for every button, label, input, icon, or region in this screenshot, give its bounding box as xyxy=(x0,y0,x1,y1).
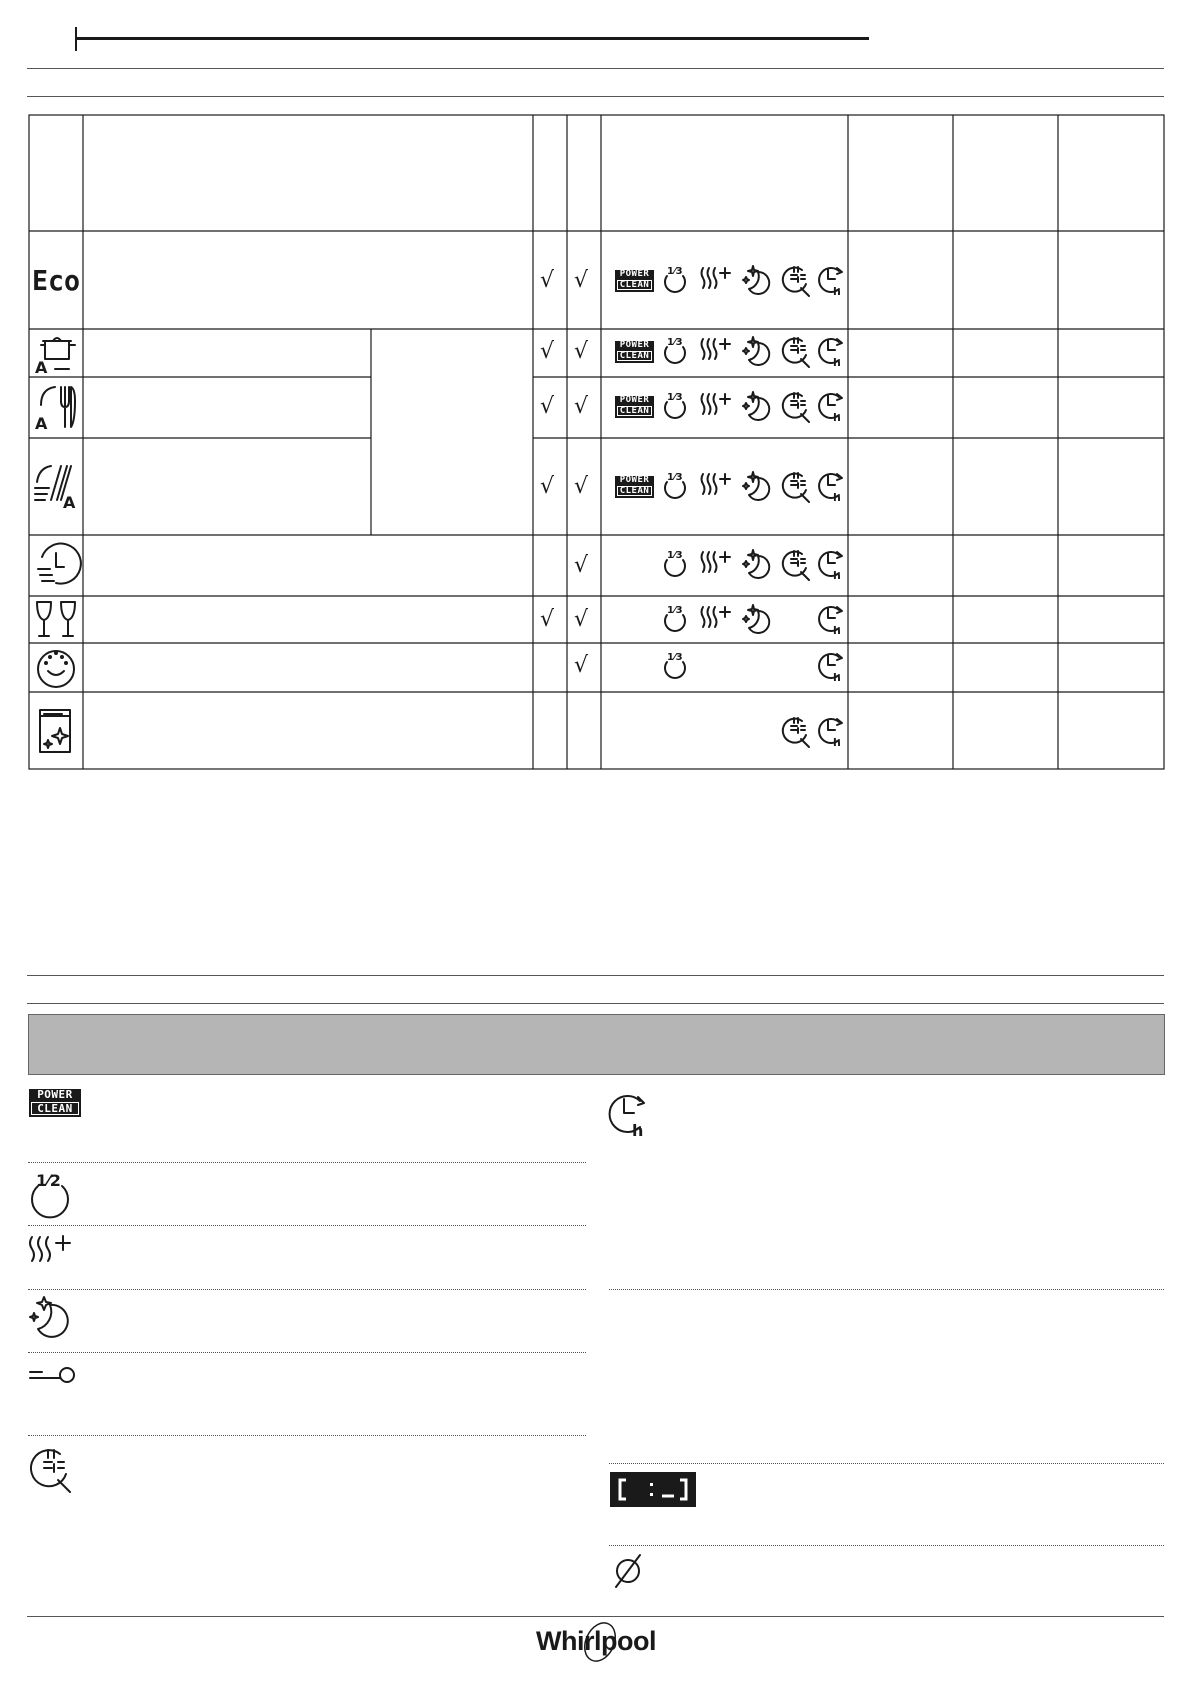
svg-text:1⁄3: 1⁄3 xyxy=(667,337,683,348)
dotted-separator xyxy=(28,1162,586,1163)
dotted-separator xyxy=(28,1225,586,1226)
glass-icon xyxy=(33,598,83,642)
sanitize-icon xyxy=(780,335,814,371)
night-icon xyxy=(28,1295,78,1339)
display-icon xyxy=(610,1472,696,1507)
dotted-separator xyxy=(28,1435,586,1436)
power-label: POWER xyxy=(619,395,650,405)
half-load-icon xyxy=(662,335,696,371)
quick-wash-icon xyxy=(34,541,84,591)
eco-program-icon: Eco xyxy=(31,264,81,297)
cutlery-auto-icon xyxy=(31,381,81,433)
svg-text:h: h xyxy=(833,569,841,582)
clean-label: CLEAN xyxy=(617,486,652,496)
no-detergent-icon xyxy=(610,1551,650,1591)
divider-legend-1 xyxy=(27,975,1164,976)
power-label: POWER xyxy=(619,340,650,350)
sanitize-icon xyxy=(28,1446,78,1496)
extra-dry-icon xyxy=(700,390,734,426)
extra-dry-icon xyxy=(700,335,734,371)
svg-text:1⁄3: 1⁄3 xyxy=(667,472,683,483)
delay-start-icon xyxy=(818,603,852,639)
delay-start-icon xyxy=(818,335,852,371)
sanitize-icon xyxy=(780,715,814,751)
svg-text:1⁄3: 1⁄3 xyxy=(667,392,683,403)
night-icon xyxy=(742,390,776,426)
check-b: √ xyxy=(574,653,589,678)
dotted-separator xyxy=(609,1545,1164,1546)
svg-text:A: A xyxy=(63,493,76,512)
dotted-separator xyxy=(609,1463,1164,1464)
svg-text:h: h xyxy=(833,411,841,424)
pot-auto-icon xyxy=(31,331,81,377)
night-icon xyxy=(742,264,776,300)
extra-dry-icon xyxy=(28,1233,78,1269)
delay-start-icon xyxy=(818,650,852,686)
whirlpool-logo xyxy=(536,1622,656,1662)
rinse-icon xyxy=(34,645,84,691)
night-icon xyxy=(742,603,776,639)
extra-dry-icon xyxy=(700,548,734,584)
check-a: √ xyxy=(540,339,555,364)
svg-text:A: A xyxy=(35,358,48,377)
check-b: √ xyxy=(574,474,589,499)
dotted-separator xyxy=(28,1289,586,1290)
extra-dry-icon xyxy=(700,264,734,300)
power-label: POWER xyxy=(37,1088,73,1101)
delay-start-icon xyxy=(818,264,852,300)
power-clean-icon xyxy=(29,1089,81,1117)
night-icon xyxy=(742,335,776,371)
half-load-icon xyxy=(662,390,696,426)
night-icon xyxy=(742,470,776,506)
power-label: POWER xyxy=(619,475,650,485)
power-clean-icon xyxy=(615,396,654,418)
dotted-separator xyxy=(28,1352,586,1353)
delay-start-icon xyxy=(818,715,852,751)
half-load-fraction: 1⁄2 xyxy=(36,1171,61,1190)
power-label: POWER xyxy=(619,269,650,279)
svg-text:1⁄3: 1⁄3 xyxy=(667,605,683,616)
check-b: √ xyxy=(574,553,589,578)
svg-text:h: h xyxy=(833,736,841,749)
power-clean-icon xyxy=(615,270,654,292)
delay-start-icon xyxy=(610,1091,660,1139)
delay-start-icon xyxy=(818,548,852,584)
clean-label: CLEAN xyxy=(31,1102,79,1115)
sanitize-icon xyxy=(780,548,814,584)
svg-text:h: h xyxy=(833,356,841,369)
extra-dry-icon xyxy=(700,603,734,639)
delay-start-icon xyxy=(818,390,852,426)
sanitize-icon xyxy=(780,470,814,506)
half-load-icon xyxy=(662,548,696,584)
svg-text:1⁄3: 1⁄3 xyxy=(667,550,683,561)
check-b: √ xyxy=(574,339,589,364)
check-a: √ xyxy=(540,268,555,293)
check-b: √ xyxy=(574,607,589,632)
delay-start-icon xyxy=(818,470,852,506)
half-load-icon xyxy=(662,650,696,686)
extra-dry-icon xyxy=(700,470,734,506)
brand-name: Whirlpool xyxy=(536,1626,656,1656)
power-clean-icon xyxy=(615,476,654,498)
svg-text:1⁄3: 1⁄3 xyxy=(667,652,683,663)
footer-rule xyxy=(27,1616,1164,1617)
clean-label: CLEAN xyxy=(617,280,652,290)
svg-text:h: h xyxy=(833,624,841,637)
sanitize-icon xyxy=(780,264,814,300)
svg-text:A: A xyxy=(35,414,48,433)
half-load-icon xyxy=(662,603,696,639)
legend-header-bar xyxy=(28,1014,1165,1075)
half-load-icon xyxy=(662,264,696,300)
check-a: √ xyxy=(540,394,555,419)
power-clean-icon xyxy=(615,341,654,363)
svg-text:h: h xyxy=(833,285,841,298)
check-b: √ xyxy=(574,394,589,419)
dotted-separator xyxy=(609,1289,1164,1290)
self-clean-icon xyxy=(36,706,86,756)
key-lock-icon xyxy=(28,1362,78,1392)
half-load-icon xyxy=(662,470,696,506)
divider-legend-2 xyxy=(27,1003,1164,1004)
delay-letter: h xyxy=(632,1121,644,1140)
svg-text:h: h xyxy=(833,491,841,504)
check-b: √ xyxy=(574,268,589,293)
check-a: √ xyxy=(540,607,555,632)
svg-text:1⁄3: 1⁄3 xyxy=(667,266,683,277)
check-a: √ xyxy=(540,474,555,499)
program-table xyxy=(0,0,1191,780)
night-icon xyxy=(742,548,776,584)
sanitize-icon xyxy=(780,390,814,426)
fast-cutlery-auto-icon xyxy=(31,462,81,512)
half-load-icon xyxy=(28,1168,74,1218)
clean-label: CLEAN xyxy=(617,406,652,416)
svg-text:h: h xyxy=(833,671,841,684)
clean-label: CLEAN xyxy=(617,351,652,361)
